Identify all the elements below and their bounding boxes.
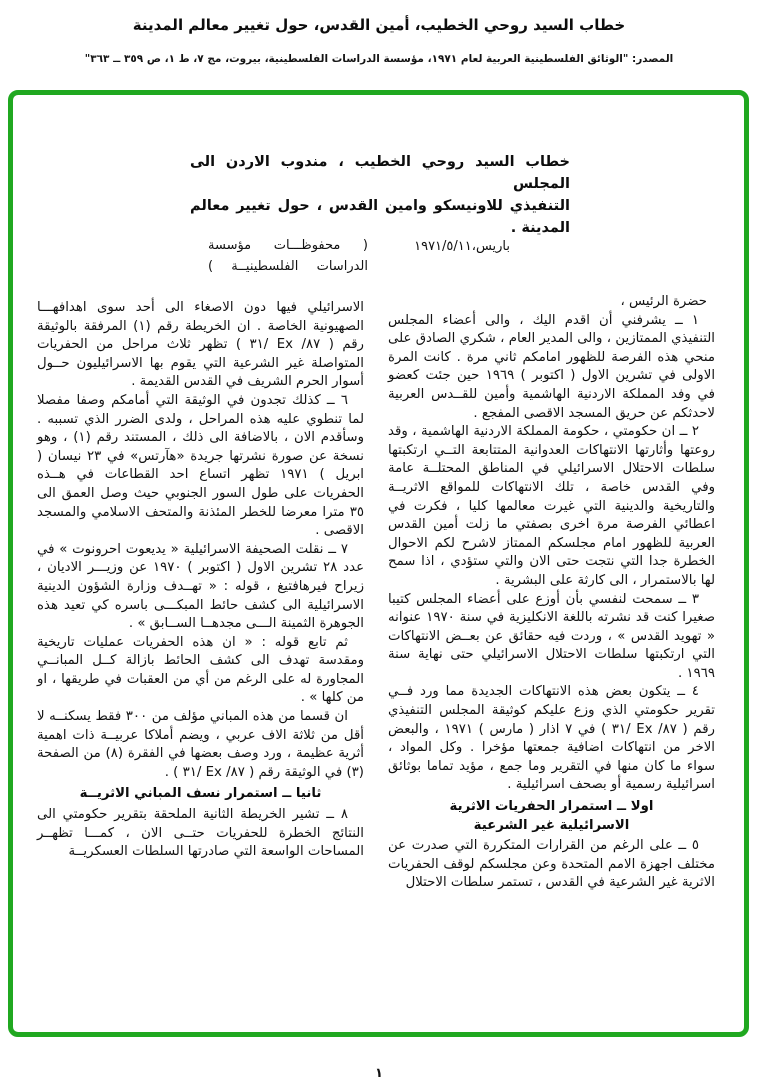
paragraph: ٣ ــ سمحت لنفسي بأن أوزع على أعضاء المجلس كتيبا صغيرا كنت قد نشرته باللغة الانكليزية في سنة ١٩٧٠ عنوانه « تهويد القدس » ، وردت فيه حقائق عن بعــض الانتهاكات التي ارتكبتها سلطات الاحتلال الاسرائيلي حتى نهاية سنة ١٩٦٩ .	[388, 591, 715, 681]
document-title-line: خطاب السيد روحي الخطيب ، مندوب الاردن الى المجلس	[190, 154, 570, 192]
paragraph: ٢ ــ ان حكومتي ، حكومة المملكة الاردنية الهاشمية ، وقد روعتها وأثارتها الانتهاكات العدوانية المتتابعة التــي ارتكبتها سلطات الاحتلال الاسرائيلي في المناطق المحتلــة عامة وفي القدس خاصة ، تلك الانتهاكات للمواقع الاثريــة والتاريخية والدينية التي غيرت معالمها كليا ، فكرت في اعطائي الفرصة مرة اخرى بصفتي ما زلت أمين القدس العربية للظهور امام مجلسكم الممتاز لاشرح لكم الاحوال الخطرة جدا التي نتجت حتى الان والتي ستؤدي ، اذا سمح لها بالاستمرار ، الى كارثة على البشرية .	[388, 424, 715, 588]
section-heading-line: الاسرائيلية غير الشرعية	[473, 817, 630, 833]
page-number: ١	[375, 1066, 383, 1078]
archive-note-line: الدراسات الفلسطينيــة )	[208, 259, 368, 274]
document-title-line: المدينة .	[510, 220, 570, 236]
paragraph: ٤ ــ يتكون بعض هذه الانتهاكات الجديدة مما ورد فــي تقرير حكومتي الذي وزع عليكم كوثيقة المجلس التنفيذي رقم ( ٨٧/ Ex /٣١ ) في ٧ اذار ( مارس ) ١٩٧١ ، والبعض الاخر من انتهاكات اضافية جمعتها مؤخرا . وكل المواد ، سواء ما كان منها في التقرير وما جمع ، مؤيد تماما بوثائق اسرائيلية رسمية أو بصحف اسرائيلية .	[388, 684, 715, 793]
paragraph: ثم تابع قوله : « ان هذه الحفريات عمليات تاريخية ومقدسة تهدف الى كشف الحائط بازالة كــل المبانــي المجاورة له على الرغم من أي من العقبات في طريقها ، او من كلها » .	[37, 634, 364, 706]
source-citation: المصدر: "الوثائق الفلسطينية العربية لعام ١٩٧١، مؤسسة الدراسات الفلسطينية، بيروت، مج ٧، ط ١، ص ٣٥٩ ــ ٣٦٣"	[84, 53, 674, 65]
paragraph: ان قسما من هذه المباني مؤلف من ٣٠٠ فقط يسكنــه لا أقل من ثلاثة الاف عربي ، ويضم أملاكا عربيــة ذات اهمية أثرية عظيمة ، ورد وصف بعضها في الفقرة (٨) من الصفحة (٣) في الوثيقة رقم ( ٨٧/ Ex /٣١ ) .	[37, 709, 364, 780]
paragraph: ١ ــ يشرفني أن اقدم اليك ، والى أعضاء المجلس التنفيذي الممتازين ، والى المدير العام ، شكري الصادق على منحي هذه الفرصة للظهور امامكم ثاني مرة . كانت المرة الاولى في تشرين الاول ( اكتوبر ) ١٩٦٩ حين جئت كعضو في وفد المملكة الاردنية الهاشمية وأمين للقــدس العربية لاحدثكم عن حريق المسجد الاقصى المفجع .	[388, 312, 716, 421]
paragraph-continuation: الاسرائيلي فيها دون الاصغاء الى أحد سوى اهدافهـــا الصهيونية الخاصة . ان الخريطة رقم (١) المرفقة بالوثيقة رقم ( ٨٧/ Ex /٣١ ) تظهر ثلاث مراحل من الحفريات المتواصلة غير الشرعية التي يقوم بها الاسرائيليون حــول أسوار الحرم الشريف في القدس القديمة .	[37, 300, 364, 390]
section-one-heading	[388, 798, 715, 835]
section-heading-line: اولا ــ استمرار الحفريات الاثرية	[449, 799, 654, 815]
salutation: حضرة الرئيس ،	[620, 294, 707, 309]
dateline: باريس،١٩٧١/٥/١١	[414, 239, 510, 254]
paragraph: ٥ ــ على الرغم من القرارات المتكررة التي صدرت عن مختلف اجهزة الامم المتحدة وعن مجلسكم لوقف الحفريات الاثرية غير الشرعية في القدس ، تستمر سلطات الاحتلال	[388, 838, 715, 891]
paragraph: ٦ ــ كذلك تجدون في الوثيقة التي أمامكم وصفا مفصلا لما تنطوي عليه هذه المراحل ، ولدى الضرر الذي تسببه . وسأقدم الان ، بالاضافة الى ذلك ، المستند رقم (١) ، وهو نسخة عن صورة نشرتها جريدة «هآرتس» في ٢٣ نيسان ( ابريل ) ١٩٧١ تظهر اتساع احد القطاعات في هــذه الحفريات على طول السور الجنوبي حيث وصل العمق الى ٣٥ مترا معرضا للخطر المئذنة والمتحف الاسلامي والمسجد الاقصى .	[37, 392, 364, 539]
page-header-title: خطاب السيد روحي الخطيب، أمين القدس، حول تغيير معالم المدينة	[132, 16, 626, 34]
paragraph: ٨ ــ تشير الخريطة الثانية الملحقة بتقرير حكومتي الى النتائج الخطرة للحفريات حتــى الان ، كمـــا تظهــر المساحات الواسعة التي صادرتها السلطات العسكريــة	[37, 807, 364, 860]
section-two-heading: ثانيا ــ استمرار نسف المباني الاثريــة	[79, 786, 322, 802]
document-title	[190, 151, 570, 239]
paragraph: ٧ ــ نقلت الصحيفة الاسرائيلية « يديعوت احرونوت » في عدد ٢٨ تشرين الاول ( اكتوبر ) ١٩٧٠ عن وزيـــر الاديان ، زيراح فيرهافتيغ ، قوله : « تهــدف وزارة الشؤون الدينية الاسرائيلية الى كشف حائط المبكـــى باسره كي تعيد هذه الجوهرة الثمينة الـــى مجدهــا الســابق » .	[37, 541, 365, 632]
left-column	[37, 299, 364, 862]
right-column	[388, 293, 715, 893]
document-title-line: التنفيذي للاونيسكو وامين القدس ، حول تغيير معالم	[190, 198, 570, 214]
archive-note	[208, 235, 368, 277]
archive-note-line: ( محفوظـــات مؤسسة	[208, 238, 368, 253]
